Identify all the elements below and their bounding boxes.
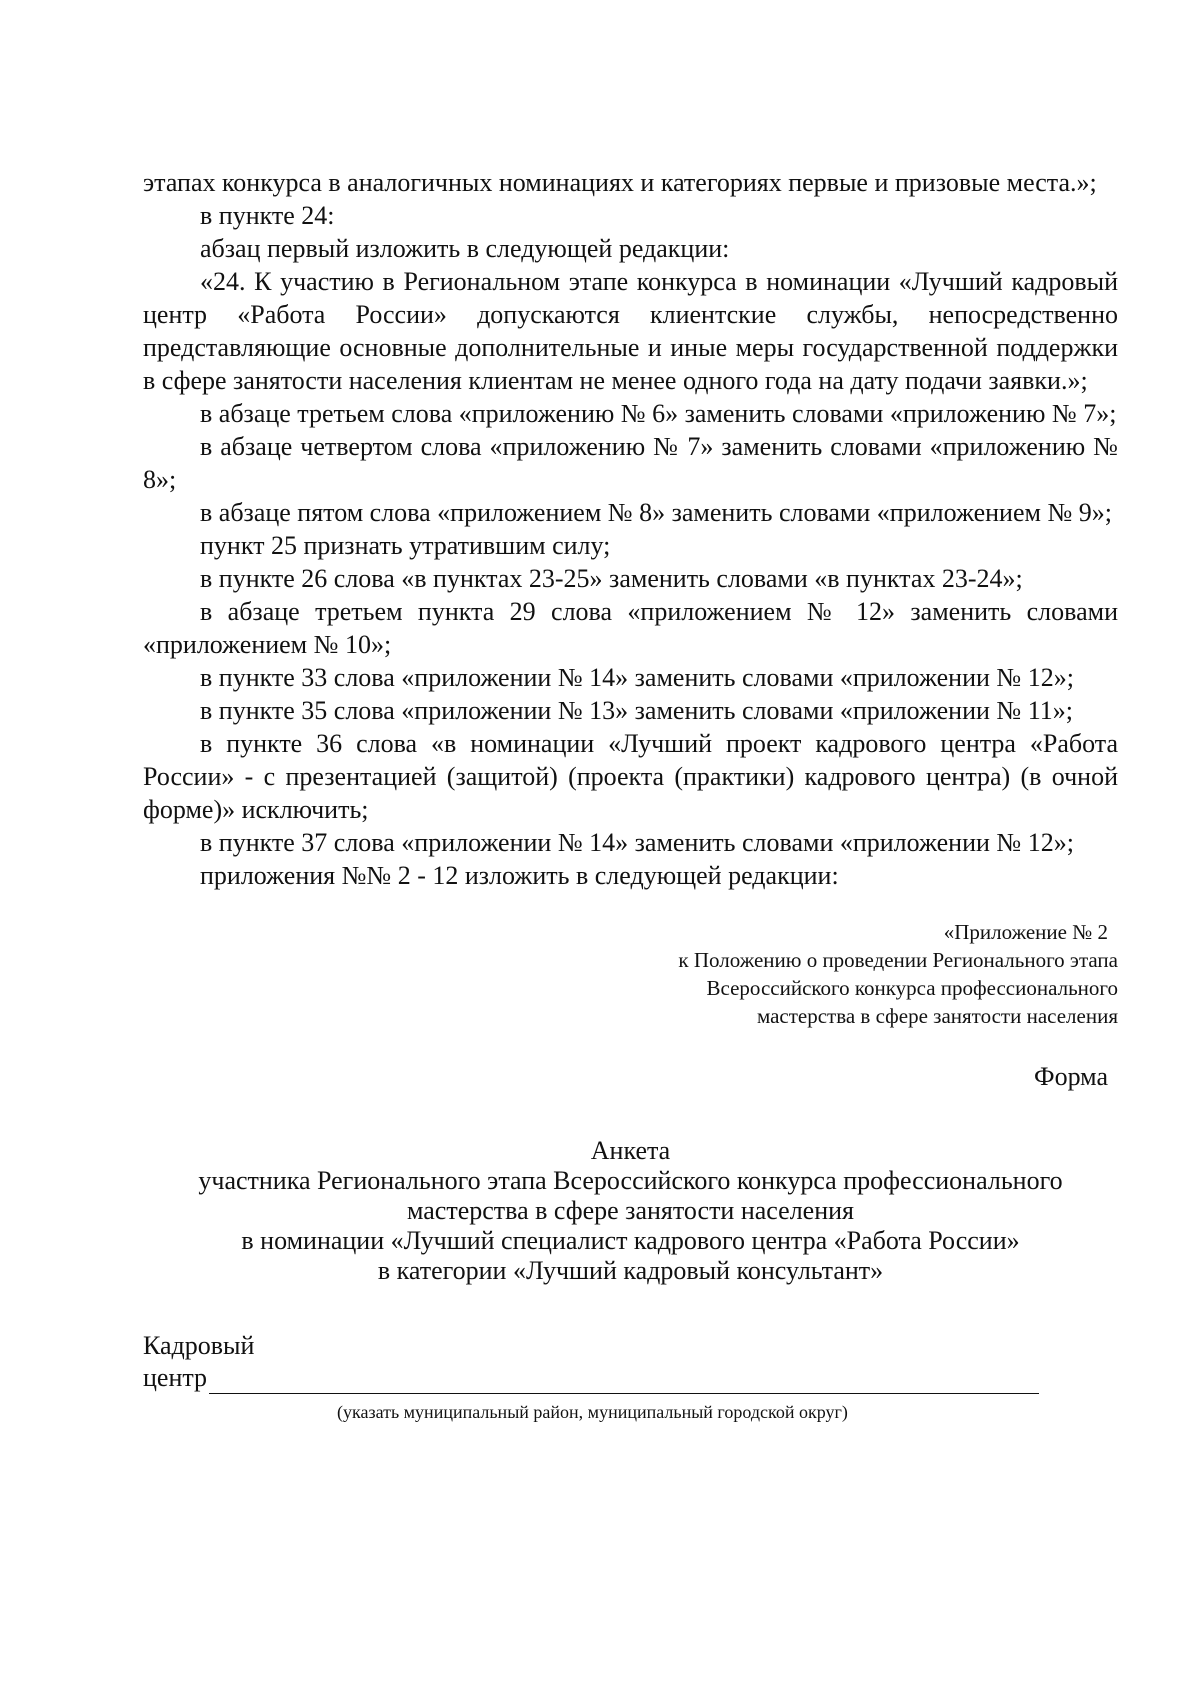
amendment-paragraph: в пункте 37 слова «приложении № 14» заменить словами «приложении № 12»; — [200, 828, 1074, 857]
appendix-line: «Приложение № 2 — [943, 920, 1108, 944]
questionnaire-line: мастерства в сфере занятости населения — [406, 1196, 854, 1225]
amendment-paragraph: в абзаце третьем пункта 29 слова «приложением № 12» заменить словами «приложением № 10»; — [143, 597, 1118, 659]
amendment-paragraph: приложения №№ 2 - 12 изложить в следующей редакции: — [200, 861, 839, 890]
amendment-paragraph: в абзаце третьем слова «приложению № 6» заменить словами «приложению № 7»; — [200, 399, 1117, 428]
questionnaire-line: участника Регионального этапа Всероссийского конкурса профессионального — [198, 1166, 1063, 1195]
appendix-line: мастерства в сфере занятости населения — [756, 1004, 1118, 1028]
amendment-paragraph: в пункте 35 слова «приложении № 13» заменить словами «приложении № 11»; — [200, 696, 1073, 725]
amendment-paragraph: пункт 25 признать утратившим силу; — [200, 531, 611, 560]
amendment-paragraph: в пункте 26 слова «в пунктах 23-25» заменить словами «в пунктах 23-24»; — [200, 564, 1023, 593]
amendment-paragraph: в абзаце четвертом слова «приложению № 7» заменить словами «приложению № 8»; — [143, 432, 1118, 494]
questionnaire-line: в категории «Лучший кадровый консультант» — [377, 1256, 884, 1285]
document-page — [143, 166, 1118, 1428]
amendments-text — [143, 166, 1118, 892]
field-hint: (указать муниципальный район, муниципальный городской округ) — [337, 1402, 848, 1422]
amendment-paragraph: абзац первый изложить в следующей редакции: — [200, 234, 730, 263]
appendix-header — [143, 918, 1118, 1030]
kadrovy-center-field — [143, 1330, 1118, 1428]
amendment-paragraph: в пункте 24: — [200, 201, 335, 230]
questionnaire-title: Анкета — [590, 1136, 671, 1165]
amendment-paragraph: в абзаце пятом слова «приложением № 8» заменить словами «приложением № 9»; — [200, 498, 1112, 527]
field-label-line1: Кадровый — [143, 1331, 255, 1360]
appendix-line: к Положению о проведении Регионального этапа — [678, 948, 1118, 972]
amendment-paragraph: этапах конкурса в аналогичных номинациях и категориях первые и призовые места.»; — [143, 168, 1097, 197]
amendment-paragraph: в пункте 33 слова «приложении № 14» заменить словами «приложении № 12»; — [200, 663, 1074, 692]
field-row — [143, 1362, 1118, 1394]
fill-in-line[interactable] — [209, 1367, 1039, 1394]
field-label-line2: центр — [143, 1363, 208, 1392]
form-label: Форма — [1034, 1062, 1108, 1091]
questionnaire-line: в номинации «Лучший специалист кадрового центра «Работа России» — [241, 1226, 1020, 1255]
appendix-line: Всероссийского конкурса профессионального — [706, 976, 1118, 1000]
questionnaire-heading — [143, 1136, 1118, 1286]
amendment-paragraph: в пункте 36 слова «в номинации «Лучший проект кадрового центра «Работа России» - с презентацией (защитой) (проекта (практики) кадрового центра) (в очной форме)» исключить; — [143, 729, 1118, 824]
amendment-paragraph: «24. К участию в Региональном этапе конкурса в номинации «Лучший кадровый центр «Работа России» допускаются клиентские службы, непосредственно представляющие основные дополнительные и иные меры государственной поддержки в сфере занятости населения клиентам не менее одного года на дату подачи заявки.»; — [143, 267, 1118, 395]
